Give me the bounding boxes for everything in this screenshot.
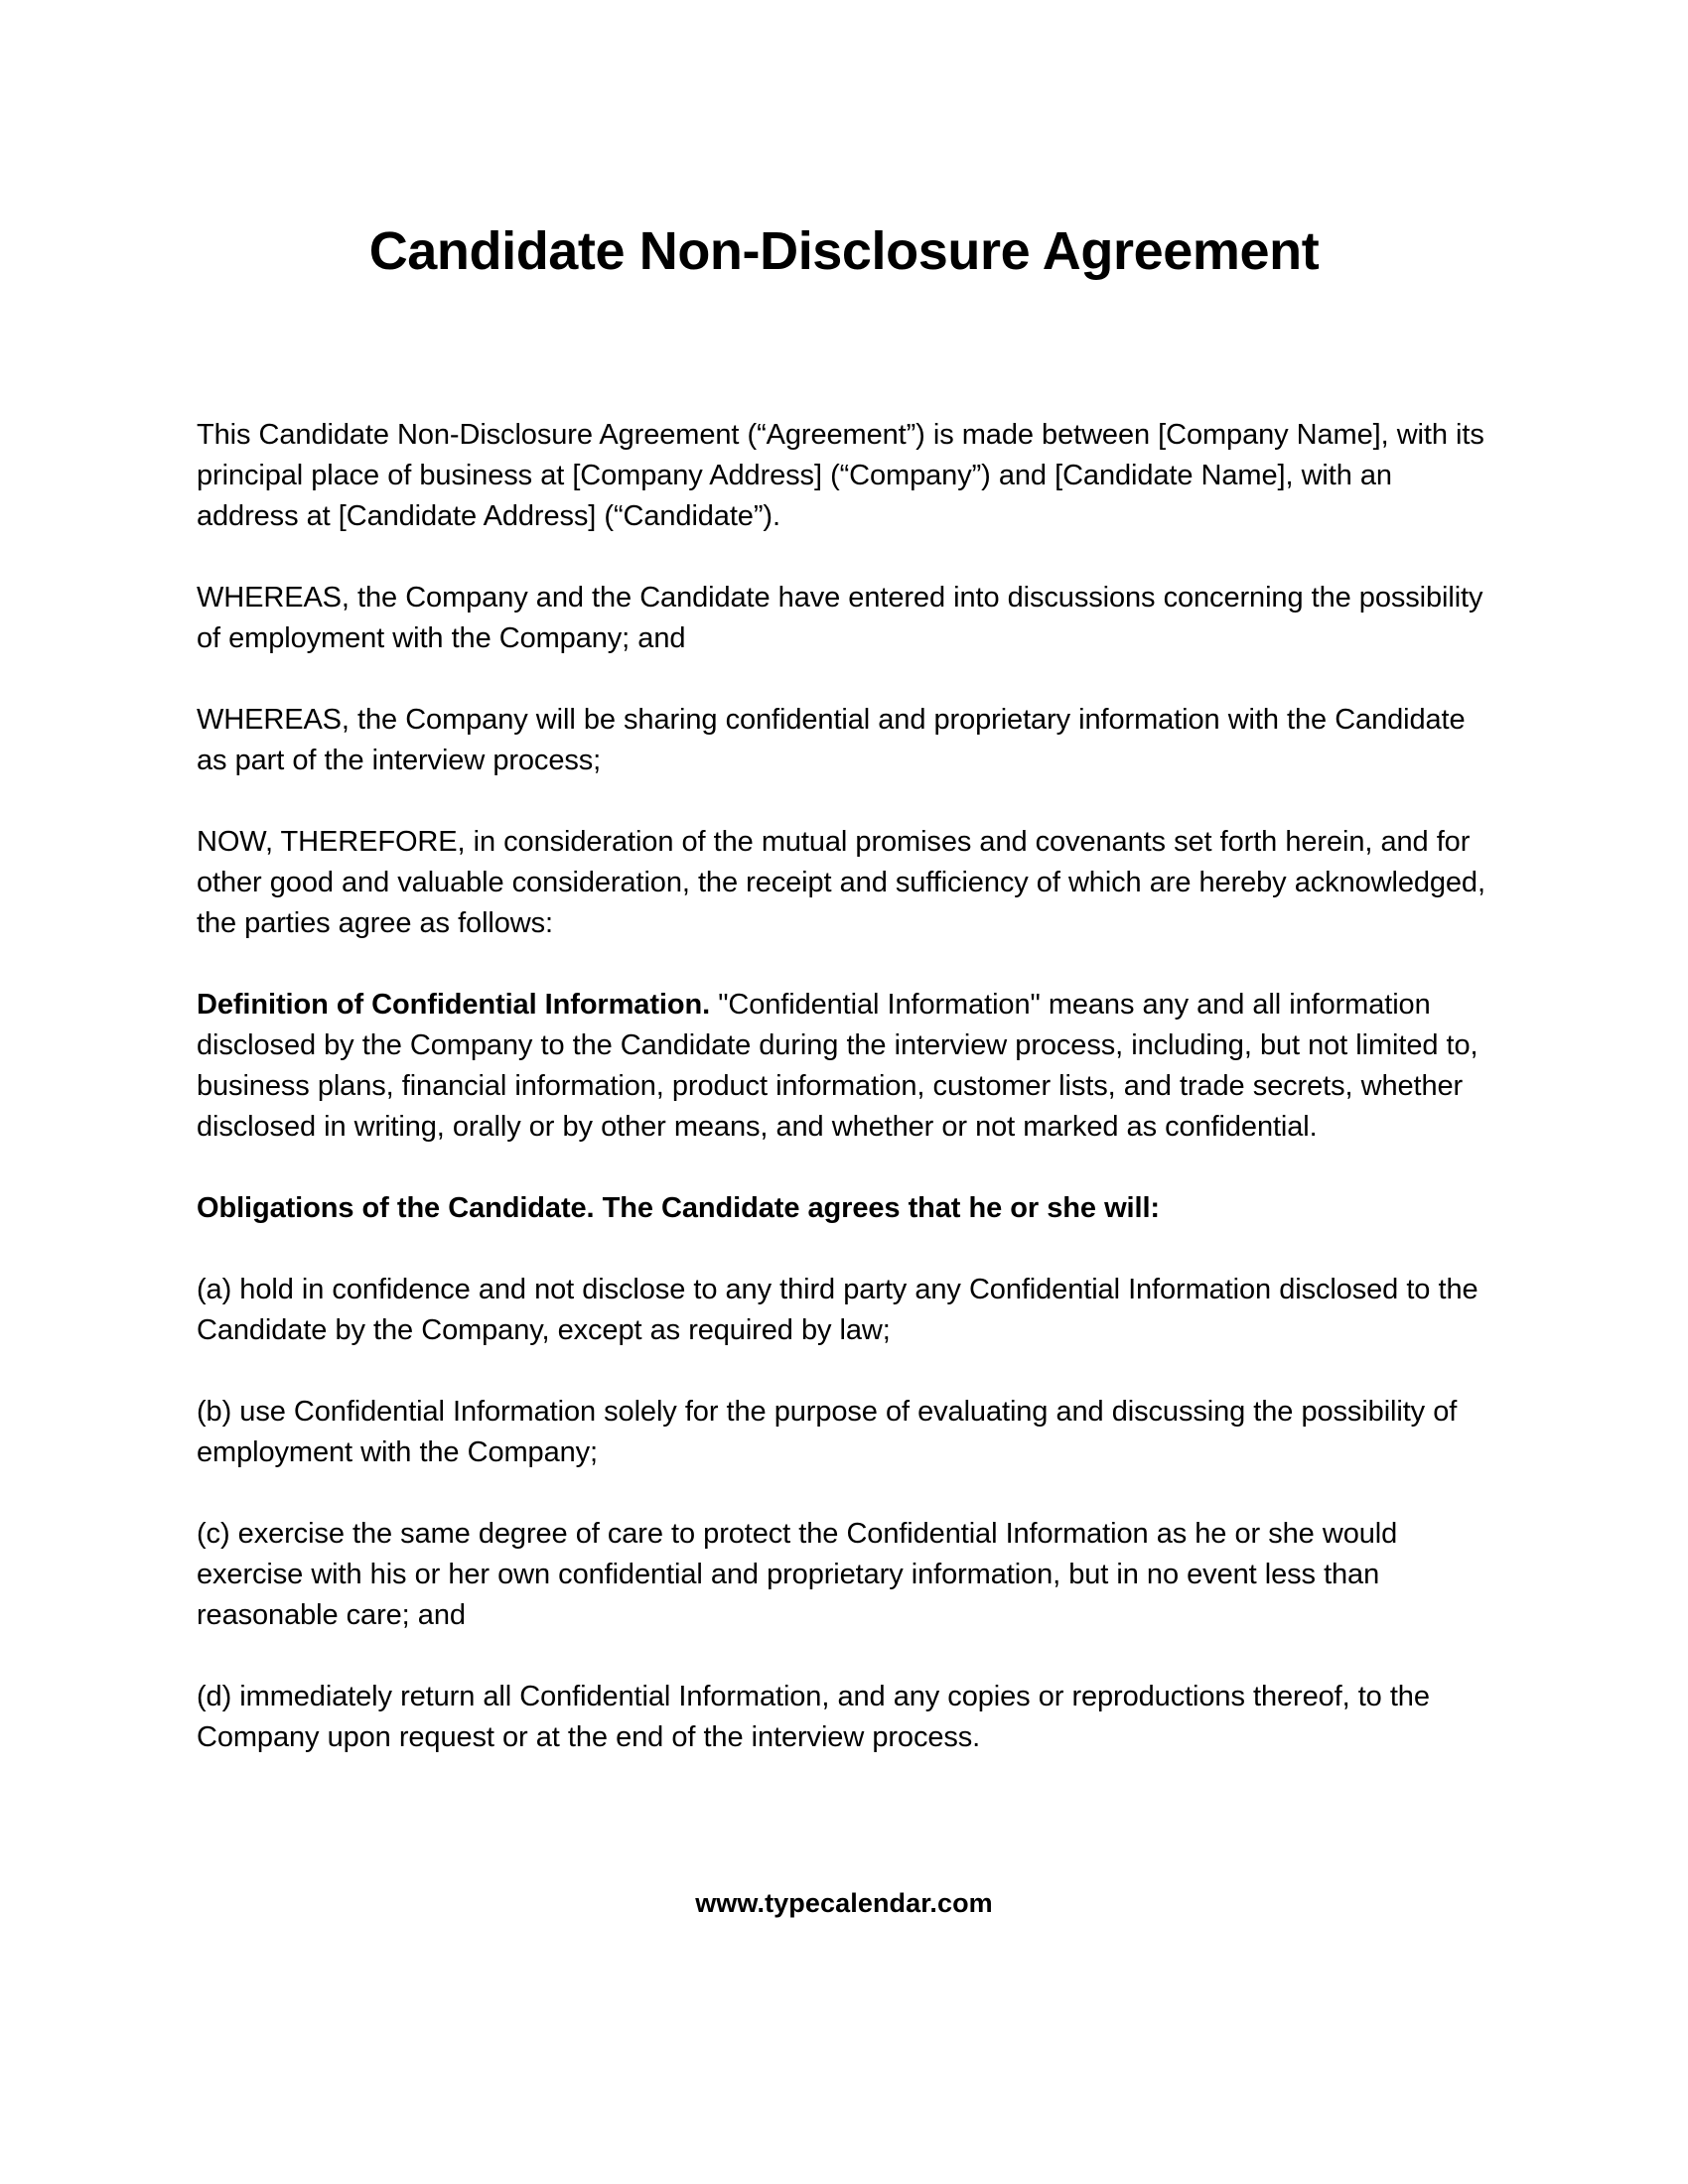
paragraph-now-therefore: NOW, THEREFORE, in consideration of the mutual promises and covenants set forth herein, and for other good and valuable consideration, the receipt and sufficiency of which are hereby acknowledged, the parties agree as follows: [197, 826, 1485, 939]
obligation-item-b: (b) use Confidential Information solely for the purpose of evaluating and discussing the possibility of employment with the Company; [197, 1396, 1458, 1468]
obligation-item-a: (a) hold in confidence and not disclose to any third party any Confidential Information disclosed to the Candidate by the Company, except as required by law; [197, 1274, 1478, 1346]
definition-lead-in: Definition of Confidential Information. [197, 989, 711, 1021]
paragraph-whereas-2: WHEREAS, the Company will be sharing confidential and proprietary information with the Candidate as part of the interview process; [197, 704, 1466, 776]
page-title: Candidate Non-Disclosure Agreement [368, 221, 1320, 282]
paragraph-intro: This Candidate Non-Disclosure Agreement (“Agreement”) is made between [Company Name], with its principal place of business at [Company Address] (“Company”) and [Candidate Name], with an address at [Candidate Address] (“Candidate”). [197, 419, 1484, 532]
paragraph-definition [197, 985, 1489, 1148]
definition-body-text: "Confidential Information" means any and all information disclosed by the Company to the Candidate during the interview process, including, but not limited to, business plans, financial information, product information, customer lists, and trade secrets, whether disclosed in writing, orally or by other means, and whether or not marked as confidential. [197, 989, 1478, 1143]
obligation-item-d: (d) immediately return all Confidential Information, and any copies or reproductions thereof, to the Company upon request or at the end of the interview process. [197, 1681, 1430, 1753]
obligation-item-c: (c) exercise the same degree of care to protect the Confidential Information as he or she would exercise with his or her own confidential and proprietary information, but in no event less than reasonable care; and [197, 1518, 1398, 1631]
obligations-heading: Obligations of the Candidate. The Candidate agrees that he or she will: [197, 1192, 1160, 1224]
footer-website: www.typecalendar.com [695, 1888, 993, 1918]
paragraph-whereas-1: WHEREAS, the Company and the Candidate have entered into discussions concerning the possibility of employment with the Company; and [197, 582, 1483, 654]
document-body [197, 415, 1489, 1758]
